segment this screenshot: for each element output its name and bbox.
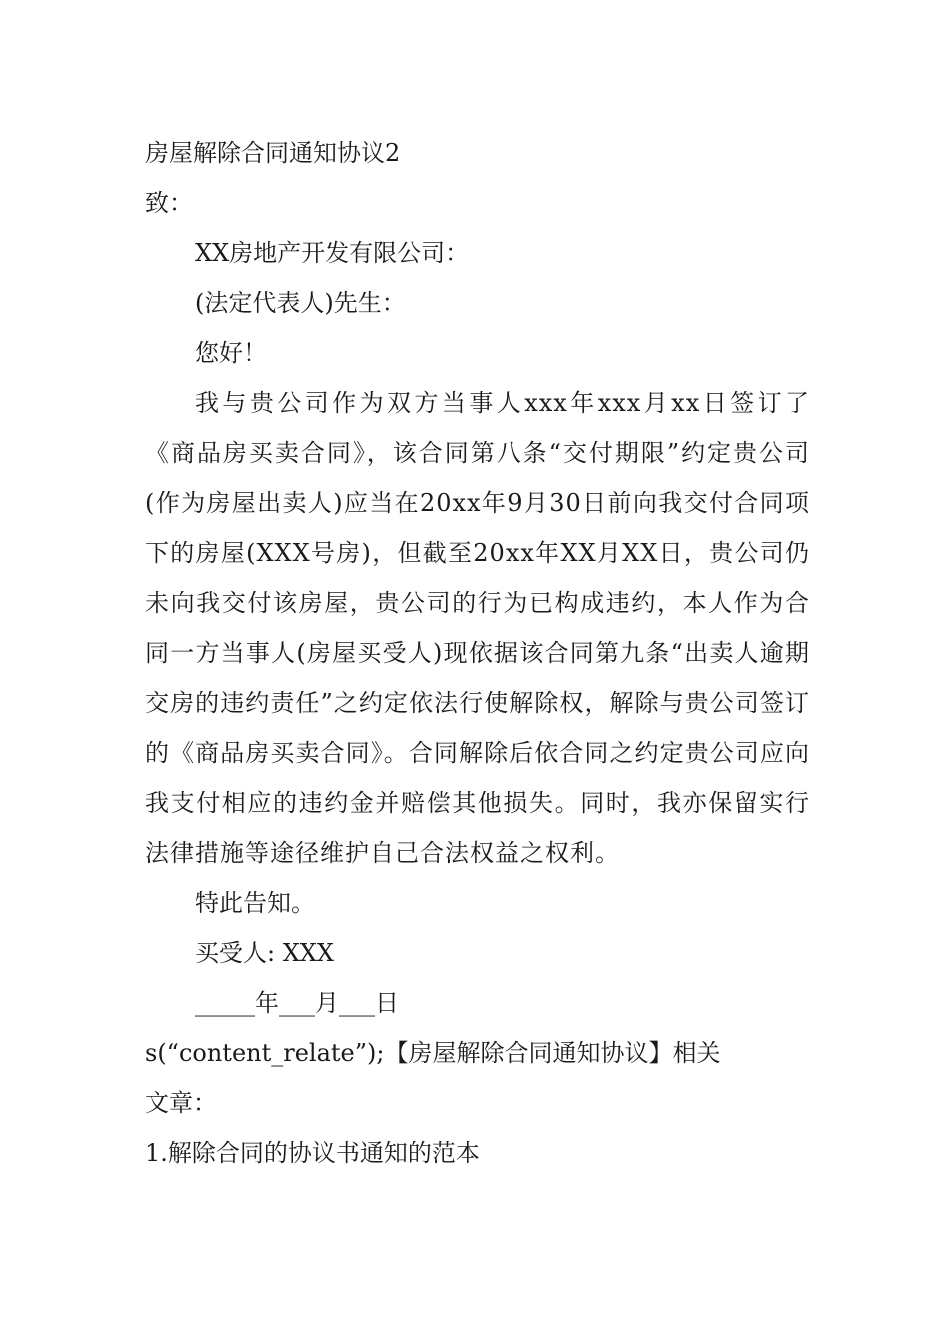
related-articles-heading-cont: 文章： [145, 1089, 217, 1117]
closing-line: 特此告知。 [195, 889, 315, 917]
date-line: _____年___月___日 [195, 989, 399, 1017]
document-title: 房屋解除合同通知协议2 [145, 139, 401, 167]
addressee-label: 致： [145, 189, 193, 217]
related-articles-heading: s(“content_relate”);【房屋解除合同通知协议】相关 [145, 1039, 721, 1067]
greeting: 您好！ [195, 339, 267, 367]
related-article-link[interactable]: 1.解除合同的协议书通知的范本 [145, 1139, 480, 1167]
document-page [145, 128, 810, 1178]
signature-line: 买受人: XXX [195, 939, 334, 967]
recipient-person: (法定代表人)先生： [195, 289, 406, 317]
body-paragraph: 我与贵公司作为双方当事人xxx年xxx月xx日签订了《商品房买卖合同》，该合同第八条“交付期限”约定贵公司(作为房屋出卖人)应当在20xx年9月30日前向我交付合同项下的房屋(XXX号房)，但截至20xx年XX月XX日，贵公司仍未向我交付该房屋，贵公司的行为已构成违约，本人作为合同一方当事人(房屋买受人)现依据该合同第九条“出卖人逾期交房的违约责任”之约定依法行使解除权，解除与贵公司签订的《商品房买卖合同》。合同解除后依合同之约定贵公司应向我支付相应的违约金并赔偿其他损失。同时，我亦保留实行法律措施等途径维护自己合法权益之权利。 [145, 389, 810, 867]
recipient-company: XX房地产开发有限公司： [195, 239, 470, 267]
